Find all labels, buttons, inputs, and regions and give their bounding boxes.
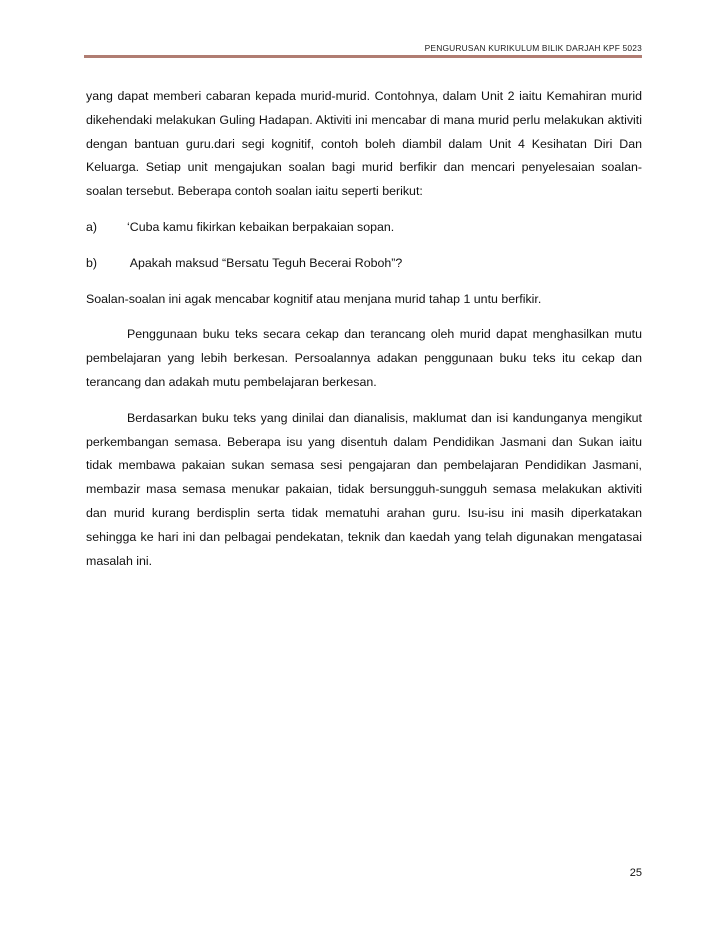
list-item-b bbox=[86, 252, 642, 276]
header-rule bbox=[84, 55, 642, 58]
document-body bbox=[86, 85, 642, 573]
running-header: PENGURUSAN KURIKULUM BILIK DARJAH KPF 5023 bbox=[424, 43, 642, 53]
list-marker: b) bbox=[86, 255, 98, 270]
paragraph-3: Penggunaan buku teks secara cekap dan terancang oleh murid dapat menghasilkan mutu pembelajaran yang lebih berkesan. Persoalannya adakan penggunaan buku teks itu cekap dan terancang dan adakah mutu pembelajaran berkesan. bbox=[86, 327, 642, 389]
paragraph-4: Berdasarkan buku teks yang dinilai dan dianalisis, maklumat dan isi kandunganya mengikut perkembangan semasa. Beberapa isu yang disentuh dalam Pendidikan Jasmani dan Sukan iaitu tidak membawa pakaian sukan semasa sesi pengajaran dan pembelajaran Pendidikan Jasmani, membazir masa semasa menukar pakaian, tidak bersungguh-sungguh semasa melakukan aktiviti dan murid kurang berdisplin serta tidak mematuhi arahan guru. Isu-isu ini masih diperkatakan sehingga ke hari ini dan pelbagai pendekatan, teknik dan kaedah yang telah digunakan mengatasai masalah ini. bbox=[86, 410, 642, 568]
list-item-a bbox=[86, 216, 642, 240]
paragraph-2: Soalan-soalan ini agak mencabar kognitif atau menjana murid tahap 1 untu berfikir. bbox=[86, 291, 542, 306]
list-text: ‘Cuba kamu fikirkan kebaikan berpakaian sopan. bbox=[127, 219, 395, 234]
page-number: 25 bbox=[629, 867, 642, 879]
list-text: Apakah maksud “Bersatu Teguh Becerai Roboh”? bbox=[127, 255, 403, 270]
paragraph-1: yang dapat memberi cabaran kepada murid-murid. Contohnya, dalam Unit 2 iaitu Kemahiran murid dikehendaki melakukan Guling Hadapan. Aktiviti ini mencabar di mana murid perlu melakukan aktiviti dengan bantuan guru.dari segi kognitif, contoh boleh diambil dalam Unit 4 Kesihatan Diri Dan Keluarga. Setiap unit mengajukan soalan bagi murid berfikir dan mencari penyelesaian soalan-soalan tersebut. Beberapa contoh soalan iaitu seperti berikut: bbox=[86, 89, 642, 199]
list-marker: a) bbox=[86, 219, 98, 234]
